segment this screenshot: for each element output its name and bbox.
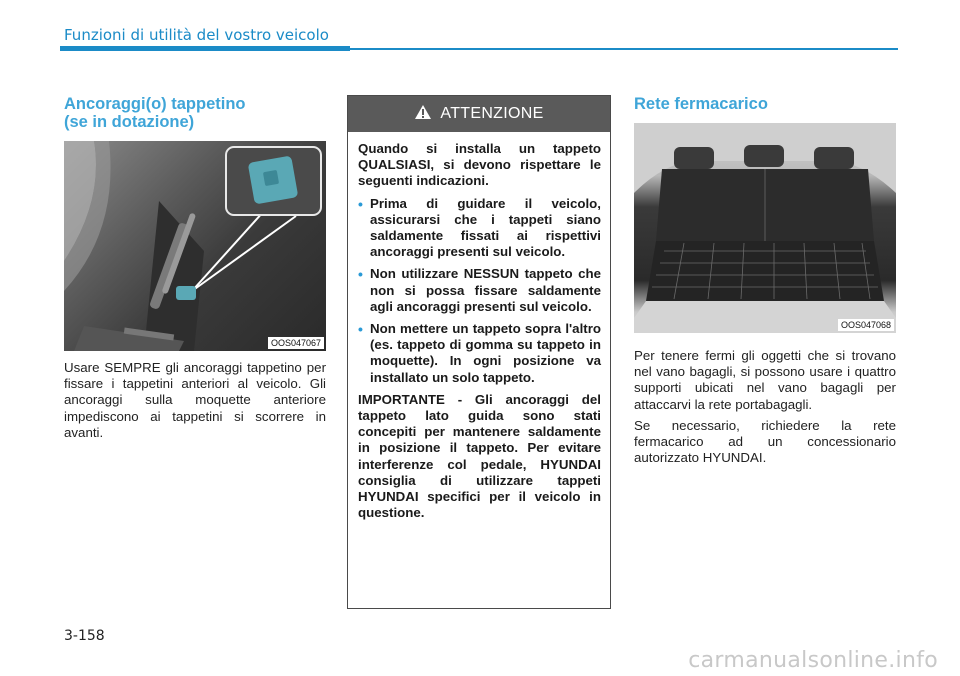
floor-mat-anchor-title xyxy=(64,95,326,131)
bullet-icon: • xyxy=(358,321,363,338)
warning-important: IMPORTANTE - Gli ancoraggi del tappeto lato guida sono stati concepiti per mantenere saldamente in posizione il tappeto. Per evitare interferenze col pedale, HYUNDAI consiglia di utilizzare tappeti HYUNDAI specifici per il veicolo in questione. xyxy=(358,391,601,521)
floor-mat-anchor-text: Usare SEMPRE gli ancoraggi tappetino per fissare i tappetini anteriori al veicolo. Gli ancoraggi sulla moquette anteriore impediscono ai tappetini si scorrere in avanti. xyxy=(64,360,326,440)
section-header-title: Funzioni di utilità del vostro veicolo xyxy=(64,26,329,44)
header-rule-thin xyxy=(350,48,898,50)
floor-mat-anchor-photo xyxy=(64,141,326,351)
floor-mat-anchor-title-line1: Ancoraggi(o) tappetino xyxy=(64,95,246,113)
image-code-label: OOS047067 xyxy=(268,337,324,349)
bullet-icon: • xyxy=(358,195,363,212)
warning-box xyxy=(347,95,611,609)
warning-intro: Quando si installa un tappeto QUALSIASI, si devono rispettare le seguenti indicazioni. xyxy=(358,141,601,189)
warning-triangle-icon xyxy=(414,104,432,125)
warning-list xyxy=(358,196,601,386)
cargo-net-illustration xyxy=(634,123,896,333)
bullet-icon: • xyxy=(358,266,363,283)
warning-body xyxy=(348,132,610,521)
warning-header xyxy=(348,96,610,132)
cargo-net-title: Rete fermacarico xyxy=(634,95,768,113)
cargo-net-paragraph: Se necessario, richiedere la rete fermacarico ad un concessionario autorizzato HYUNDAI. xyxy=(634,417,896,466)
cargo-net-text xyxy=(634,348,896,466)
warning-list-item: • Non mettere un tappeto sopra l'altro (es. tappeto di gomma su tappeto in moquette). In ogni posizione va installato un solo tappeto. xyxy=(358,321,601,385)
warning-list-item: • Non utilizzare NESSUN tappeto che non si possa fissare saldamente agli ancoraggi presenti sul veicolo. xyxy=(358,266,601,314)
floor-mat-anchor-illustration xyxy=(64,141,326,351)
page-number: 3-158 xyxy=(64,628,105,644)
header-rule-thick xyxy=(60,46,350,51)
cargo-net-paragraph: Per tenere fermi gli oggetti che si trovano nel vano bagagli, si possono usare i quattro supporti ubicati nel vano bagagli per attaccarvi la rete portabagagli. xyxy=(634,348,896,412)
warning-list-item: • Prima di guidare il veicolo, assicurarsi che i tappeti siano saldamente fissati ai rispettivi ancoraggi presenti sul veicolo. xyxy=(358,195,601,260)
cargo-net-photo xyxy=(634,123,896,333)
image-code-label: OOS047068 xyxy=(838,319,894,331)
warning-title: ATTENZIONE xyxy=(440,105,544,122)
floor-mat-anchor-title-line2: (se in dotazione) xyxy=(64,113,195,131)
watermark: carmanualsonline.info xyxy=(688,648,938,673)
